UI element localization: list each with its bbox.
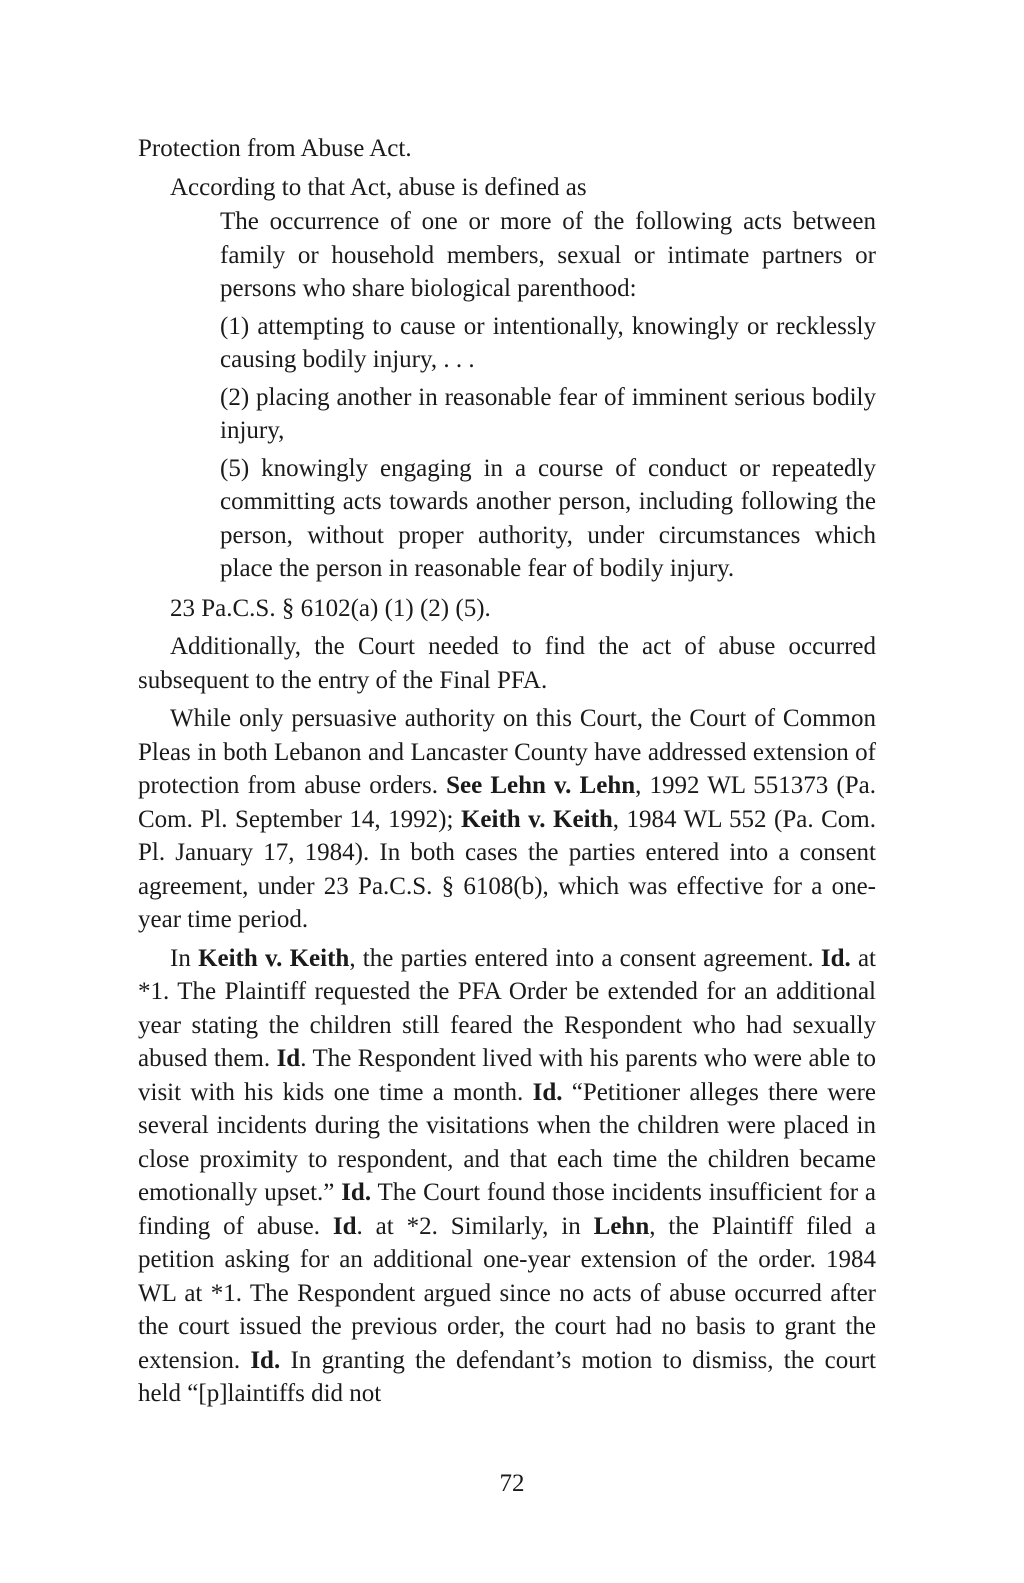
intro-line: According to that Act, abuse is defined as [170, 173, 587, 201]
paragraph-keith-discussion [138, 942, 876, 1411]
text-run: , 1992 WL 551373 (Pa. Com. Pl. September 14, 1992); [138, 772, 876, 833]
text-run: While only persuasive authority on this Court, the Court of Common Pleas in both Lebanon and Lancaster County have addressed extension of protection from abuse orders. [138, 705, 876, 799]
quote-paragraph-5: (5) knowingly engaging in a course of conduct or repeatedly committing acts towards another person, including following the person, without proper authority, under circumstances which place the person in reasonable fear of bodily injury. [220, 454, 876, 582]
quote-paragraph-1: (1) attempting to cause or intentionally, knowingly or recklessly causing bodily injury, . . . [220, 312, 876, 373]
case-name-lehn: See Lehn v. Lehn [446, 772, 636, 799]
lead-line: Protection from Abuse Act. [138, 135, 412, 162]
paragraph-persuasive-authority [138, 702, 876, 937]
text-run: . The Respondent lived with his parents who were able to visit with his kids one time a month. [138, 1045, 876, 1106]
text-run: . at *2. Similarly, in [356, 1212, 594, 1240]
id-citation: Id. [532, 1078, 563, 1106]
text-run: , 1984 WL 552 (Pa. Com. Pl. January 17, 1984). In both cases the parties entered into a consent agreement, under 23 Pa.C.S. § 6108(b), which was effective for a one-year time period. [138, 805, 877, 933]
page-number: 72 [499, 1470, 525, 1497]
case-name-lehn: Lehn [593, 1212, 650, 1240]
text-run: , the parties entered into a consent agreement. [349, 944, 821, 972]
statute-citation: 23 Pa.C.S. § 6102(a) (1) (2) (5). [170, 594, 491, 622]
id-citation: Id. [250, 1346, 281, 1374]
text-run: The Court found those incidents insufficient for a finding of abuse. [138, 1179, 876, 1240]
quote-paragraph-definition: The occurrence of one or more of the following acts between family or household members, sexual or intimate partners or persons who share biological parenthood: [220, 208, 876, 302]
text-run: “Petitioner alleges there were several incidents during the visitations when the children were placed in close proximity to respondent, and that each time the children became emotionally upset.” [138, 1078, 876, 1206]
text-run: at *1. The Plaintiff requested the PFA Order be extended for an additional year stating the children still feared the Respondent who had sexually abused them. [138, 944, 877, 1072]
paragraph-additionally: Additionally, the Court needed to find the act of abuse occurred subsequent to the entry of the Final PFA. [138, 633, 876, 694]
id-citation: Id. [341, 1179, 372, 1206]
text-run: In [170, 944, 199, 972]
page-body [138, 132, 876, 1411]
id-citation: Id. [820, 944, 851, 972]
text-run: In granting the defendant’s motion to dismiss, the court held “[p]laintiffs did not [138, 1346, 876, 1407]
id-citation: Id [332, 1212, 357, 1240]
case-name-keith: Keith v. Keith [460, 805, 613, 833]
id-citation: Id [276, 1045, 301, 1072]
block-quote [220, 205, 876, 586]
text-run: , the Plaintiff filed a petition asking for an additional one-year extension of the order. 1984 WL at *1. The Respondent argued since no acts of abuse occurred after the court issued the previous order, the court had no basis to grant the extension. [138, 1212, 876, 1374]
quote-paragraph-2: (2) placing another in reasonable fear of imminent serious bodily injury, [220, 383, 876, 444]
case-name-keith: Keith v. Keith [198, 944, 350, 972]
